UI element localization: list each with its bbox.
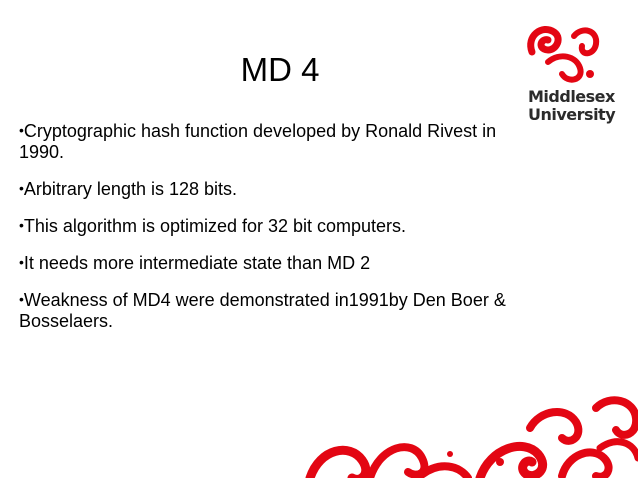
slide-title: MD 4: [240, 51, 320, 88]
bullet-marker: •: [19, 180, 24, 196]
bullet-text: This algorithm is optimized for 32 bit computers.: [23, 216, 407, 236]
middlesex-swirl-logo-icon: [524, 22, 602, 84]
bullet-text: It needs more intermediate state than MD 2: [23, 253, 371, 273]
bullet-marker: •: [19, 122, 24, 138]
bullet-marker: •: [19, 254, 24, 270]
bullet-marker: •: [19, 217, 24, 233]
logo-line-1: Middlesex: [528, 87, 615, 106]
bullet-text: Arbitrary length is 128 bits.: [23, 179, 238, 199]
bullet-marker: •: [19, 291, 24, 307]
bullet-list: [19, 120, 539, 347]
bullet-item: [19, 252, 539, 274]
bullet-item: [19, 289, 539, 332]
bullet-item: [19, 178, 539, 200]
bullet-text: Weakness of MD4 were demonstrated in1991by Den Boer & Bosselaers.: [19, 290, 506, 331]
logo-line-2: University: [528, 105, 616, 124]
bullet-item: [19, 120, 539, 163]
bullet-text: Cryptographic hash function developed by Ronald Rivest in 1990.: [19, 121, 497, 162]
university-logo: [520, 22, 615, 132]
bullet-item: [19, 215, 539, 237]
decorative-swirl-icon: [300, 388, 638, 478]
logo-wordmark: [528, 88, 615, 124]
